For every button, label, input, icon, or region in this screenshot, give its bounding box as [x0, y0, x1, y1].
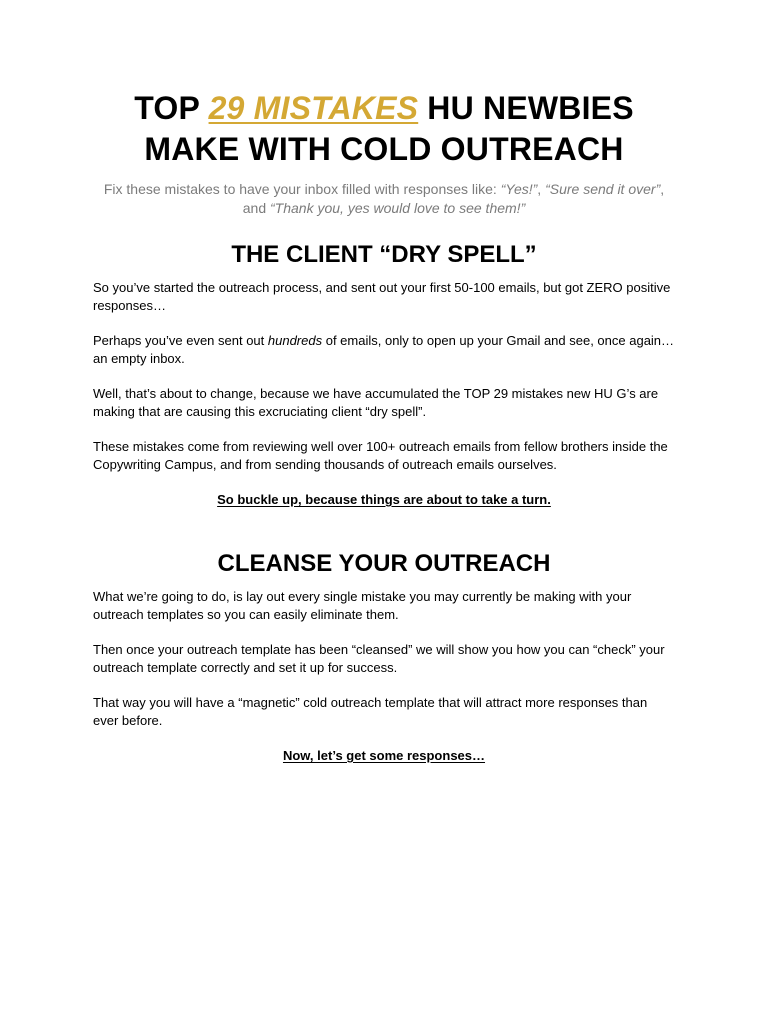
- section-heading-cleanse: CLEANSE YOUR OUTREACH: [217, 550, 551, 577]
- dry-spell-paragraph-2-after: of emails, only to open up your Gmail and see, once again… an empty inbox.: [93, 333, 675, 366]
- dry-spell-paragraph-2: [93, 332, 675, 368]
- section-heading-dry-spell: THE CLIENT “DRY SPELL”: [231, 241, 537, 268]
- dry-spell-paragraph-4: These mistakes come from reviewing well over 100+ outreach emails from fellow brothers inside the Copywriting Campus, and from sending thousands of outreach emails ourselves.: [93, 439, 668, 472]
- subtitle-separator-1: ,: [537, 181, 546, 197]
- title-prefix: TOP: [134, 90, 209, 126]
- title-highlight: 29 MISTAKES: [208, 90, 419, 126]
- dry-spell-paragraph-2-before: Perhaps you’ve even sent out: [93, 333, 268, 348]
- dry-spell-callout: So buckle up, because things are about to take a turn.: [217, 492, 551, 507]
- dry-spell-paragraph-3: Well, that’s about to change, because we have accumulated the TOP 29 mistakes new HU G’s are making that are causing this excruciating client “dry spell”.: [93, 386, 659, 419]
- subtitle-quote-thanks: “Thank you, yes would love to see them!”: [270, 200, 526, 216]
- title-suffix: HU NEWBIES: [418, 90, 634, 126]
- subtitle-quote-sure: “Sure send it over”: [545, 181, 661, 197]
- page-subtitle: [93, 180, 675, 218]
- subtitle-separator-2: , and: [242, 181, 665, 216]
- title-line-1: [93, 88, 675, 129]
- dry-spell-paragraph-2-emphasis: hundreds: [267, 333, 323, 348]
- cleanse-paragraph-2: Then once your outreach template has been “cleansed” we will show you how you can “check” your outreach template correctly and set it up for success.: [93, 642, 665, 675]
- document-page: [93, 88, 675, 765]
- dry-spell-paragraph-1: So you’ve started the outreach process, and sent out your first 50-100 emails, but got ZERO positive responses…: [93, 280, 671, 313]
- cleanse-paragraph-1: What we’re going to do, is lay out every single mistake you may currently be making with your outreach templates so you can easily eliminate them.: [93, 589, 632, 622]
- cleanse-callout: Now, let’s get some responses…: [282, 748, 486, 763]
- subtitle-lead: Fix these mistakes to have your inbox filled with responses like:: [103, 181, 501, 197]
- cleanse-paragraph-3: That way you will have a “magnetic” cold outreach template that will attract more responses than ever before.: [93, 695, 648, 728]
- page-title: [93, 88, 675, 170]
- subtitle-quote-yes: “Yes!”: [500, 181, 538, 197]
- title-line-2: MAKE WITH COLD OUTREACH: [144, 131, 624, 167]
